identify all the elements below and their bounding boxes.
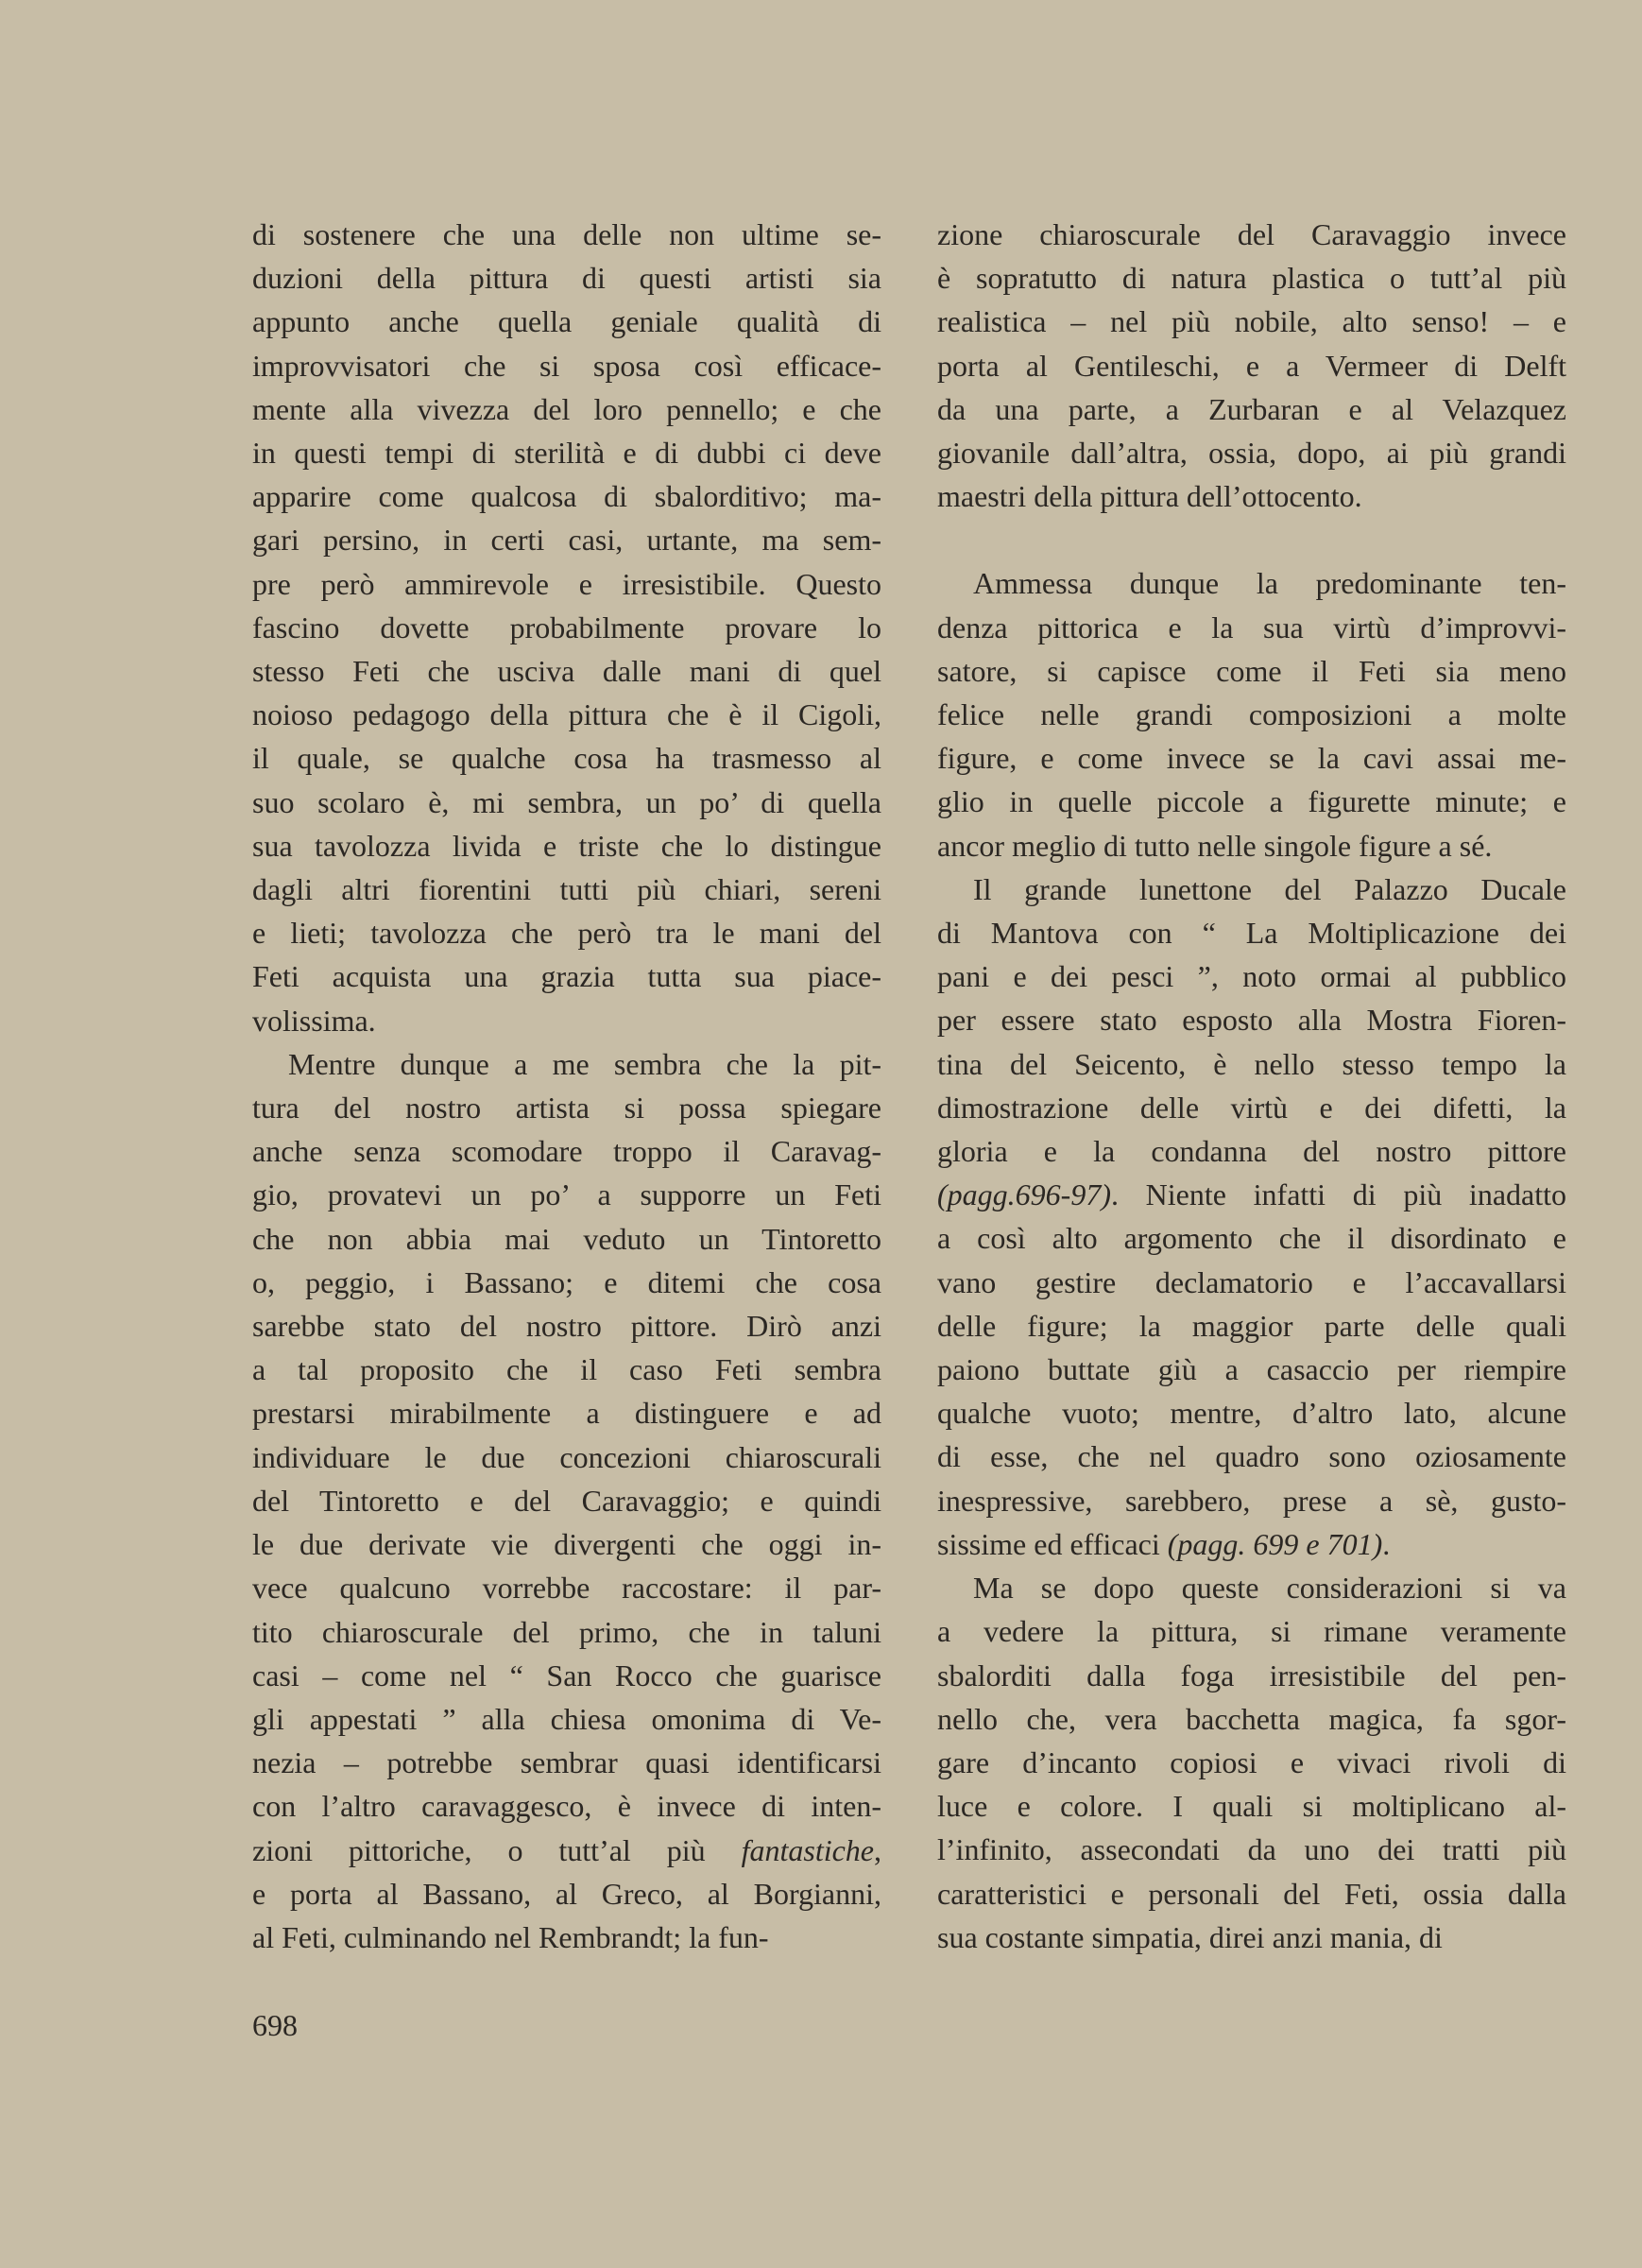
text-line: fascino dovette probabilmente provare lo <box>252 610 881 644</box>
text-line: appunto anche quella geniale qualità di <box>252 304 881 339</box>
italic-text: (pagg. 699 e 701) <box>1167 1526 1383 1561</box>
text-line: dagli altri fiorentini tutti più chiari, sereni <box>252 872 881 907</box>
text-line: gare d’incanto copiosi e vivaci rivoli di <box>937 1744 1566 1779</box>
text-line: e porta al Bassano, al Greco, al Borgianni, <box>252 1876 881 1911</box>
text-line: improvvisatori che si sposa così efficace- <box>252 348 881 383</box>
text-line: paiono buttate giù a casaccio per riempire <box>937 1352 1566 1387</box>
text-line: tito chiaroscurale del primo, che in taluni <box>252 1614 881 1649</box>
text-line: gloria e la condanna del nostro pittore <box>937 1134 1566 1169</box>
text-line: sarebbe stato del nostro pittore. Dirò anzi <box>252 1309 881 1344</box>
text-line: nello che, vera bacchetta magica, fa sgor- <box>937 1701 1566 1736</box>
text-line: caratteristici e personali del Feti, ossia dalla <box>937 1876 1566 1911</box>
text-line: ancor meglio di tutto nelle singole figure a sé. <box>937 828 1493 863</box>
text-line: per essere stato esposto alla Mostra Fioren- <box>937 1003 1566 1038</box>
text-line: che non abbia mai veduto un Tintoretto <box>252 1221 881 1256</box>
text-line: zione chiaroscurale del Caravaggio invece <box>937 217 1566 251</box>
paragraph-continued-opening <box>252 213 881 1042</box>
paragraph-pittura-foga <box>937 1566 1566 1959</box>
text-line: dimostrazione delle virtù e dei difetti, la <box>937 1090 1566 1125</box>
text-line: sissime ed efficaci (pagg. 699 e 701). <box>937 1526 1391 1561</box>
text-line: anche senza scomodare troppo il Caravag- <box>252 1134 881 1169</box>
text-line: gli appestati ” alla chiesa omonima di Ve- <box>252 1701 881 1736</box>
text-line: il quale, se qualche cosa ha trasmesso al <box>252 741 881 776</box>
text-line: zioni pittoriche, o tutt’al più fantastiche, <box>252 1832 881 1867</box>
text-line: Il grande lunettone del Palazzo Ducale <box>973 871 1566 906</box>
text-line: tura del nostro artista si possa spiegare <box>252 1091 881 1125</box>
italic-text: (pagg.696-97) <box>937 1177 1111 1212</box>
left-column <box>252 213 881 1959</box>
text-line: felice nelle grandi composizioni a molte <box>937 697 1566 732</box>
text-line: noioso pedagogo della pittura che è il Cigoli, <box>252 697 881 732</box>
text-line: al Feti, culminando nel Rembrandt; la fun- <box>252 1919 769 1954</box>
text-line: glio in quelle piccole a figurette minute; e <box>937 784 1566 819</box>
italic-text: fantastiche <box>741 1832 874 1867</box>
text-line: inespressive, sarebbero, prese a sè, gusto- <box>937 1483 1566 1518</box>
text-line: volissima. <box>252 1003 376 1038</box>
text-line: suo scolaro è, mi sembra, un po’ di quella <box>252 784 881 819</box>
text-line: e lieti; tavolozza che però tra le mani del <box>252 916 881 951</box>
text-line: denza pittorica e la sua virtù d’improvvi- <box>937 610 1566 644</box>
text-line: qualche vuoto; mentre, d’altro lato, alcune <box>937 1396 1566 1431</box>
text-line: apparire come qualcosa di sbalorditivo; ma- <box>252 479 881 514</box>
text-line: di Mantova con “ La Moltiplicazione dei <box>937 916 1566 951</box>
text-line: o, peggio, i Bassano; e ditemi che cosa <box>252 1264 881 1299</box>
paragraph-lunettone <box>937 868 1566 1566</box>
text-line: le due derivate vie divergenti che oggi in- <box>252 1527 881 1562</box>
text-line: sbalorditi dalla foga irresistibile del pen- <box>937 1658 1566 1692</box>
text-line: nezia – potrebbe sembrar quasi identificarsi <box>252 1745 881 1780</box>
right-column <box>937 213 1566 1959</box>
text-line: mente alla vivezza del loro pennello; e che <box>252 391 881 426</box>
text-line: satore, si capisce come il Feti sia meno <box>937 653 1566 688</box>
text-line: (pagg.696-97). Niente infatti di più inadatto <box>937 1177 1566 1212</box>
text-line: giovanile dall’altra, ossia, dopo, ai più grandi <box>937 436 1566 471</box>
text-line: Ma se dopo queste considerazioni si va <box>973 1571 1566 1606</box>
text-line: prestarsi mirabilmente a distinguere e ad <box>252 1396 881 1431</box>
paragraph-caravaggio-chiaroscuro <box>937 213 1566 518</box>
text-line: Feti acquista una grazia tutta sua piace- <box>252 959 881 994</box>
paragraph-feti-tintoretto <box>252 1042 881 1959</box>
text-line: stesso Feti che usciva dalle mani di quel <box>252 654 881 689</box>
text-line: maestri della pittura dell’ottocento. <box>937 479 1362 514</box>
text-line: figure, e come invece se la cavi assai me- <box>937 741 1566 776</box>
text-line: in questi tempi di sterilità e di dubbi ci deve <box>252 436 881 471</box>
text-line: sua costante simpatia, direi anzi mania, di <box>937 1919 1443 1954</box>
text-line: pre però ammirevole e irresistibile. Questo <box>252 566 881 601</box>
text-line: l’infinito, assecondati da uno dei tratti più <box>937 1832 1566 1867</box>
text-line: di sostenere che una delle non ultime se- <box>252 217 881 251</box>
text-line: Ammessa dunque la predominante ten- <box>973 566 1566 601</box>
text-line: duzioni della pittura di questi artisti sia <box>252 261 881 296</box>
text-line: individuare le due concezioni chiaroscurali <box>252 1439 881 1474</box>
text-line: pani e dei pesci ”, noto ormai al pubblico <box>937 959 1566 994</box>
text-line: è sopratutto di natura plastica o tutt’al più <box>937 261 1566 296</box>
text-line: porta al Gentileschi, e a Vermeer di Delft <box>937 348 1566 383</box>
text-line: con l’altro caravaggesco, è invece di inten- <box>252 1789 881 1824</box>
text-line: a tal proposito che il caso Feti sembra <box>252 1352 881 1387</box>
text-line: luce e colore. I quali si moltiplicano al- <box>937 1789 1566 1824</box>
text-line: di esse, che nel quadro sono oziosamente <box>937 1439 1566 1474</box>
text-line: gari persino, in certi casi, urtante, ma sem- <box>252 523 881 558</box>
text-line: realistica – nel più nobile, alto senso! – e <box>937 304 1566 339</box>
paragraph-improvvisatore <box>937 561 1566 867</box>
text-line: gio, provatevi un po’ a supporre un Feti <box>252 1177 881 1212</box>
text-line: tina del Seicento, è nello stesso tempo la <box>937 1046 1566 1081</box>
text-line: delle figure; la maggior parte delle quali <box>937 1308 1566 1343</box>
text-line: vano gestire declamatorio e l’accavallarsi <box>937 1264 1566 1299</box>
text-line: sua tavolozza livida e triste che lo distingue <box>252 828 881 863</box>
text-line: a vedere la pittura, si rimane veramente <box>937 1614 1566 1649</box>
text-line: da una parte, a Zurbaran e al Velazquez <box>937 391 1566 426</box>
text-line: del Tintoretto e del Caravaggio; e quindi <box>252 1483 881 1518</box>
page-number: 698 <box>252 2008 298 2042</box>
text-line: a così alto argomento che il disordinato e <box>937 1221 1566 1256</box>
text-line: casi – come nel “ San Rocco che guarisce <box>252 1658 881 1692</box>
text-line: Mentre dunque a me sembra che la pit- <box>288 1046 881 1081</box>
text-line: vece qualcuno vorrebbe raccostare: il par- <box>252 1571 881 1606</box>
